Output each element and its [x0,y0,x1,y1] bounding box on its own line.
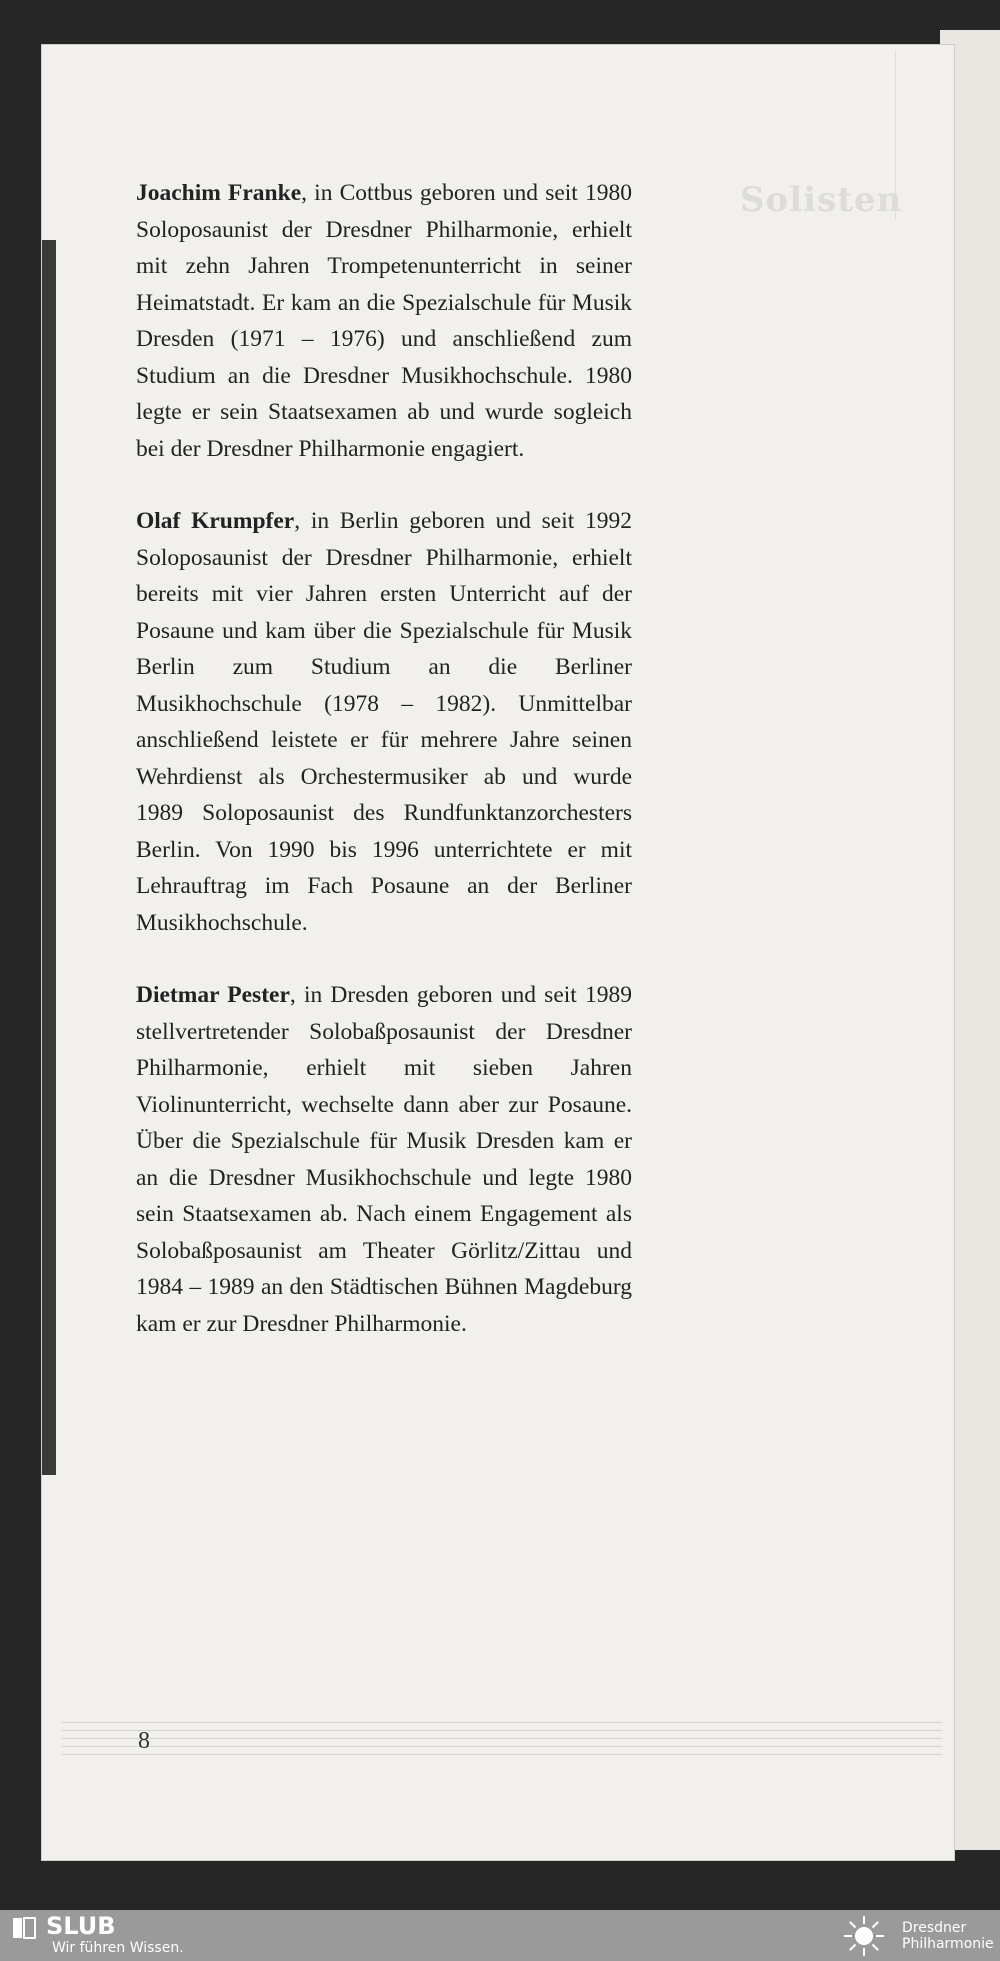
library-tagline: Wir führen Wissen. [52,1940,184,1956]
page-number: 8 [138,1728,150,1754]
bio-name: Olaf Krumpfer [136,508,295,534]
staff-line [62,1738,942,1739]
footer-bar [0,1910,1000,1961]
library-name[interactable]: SLUB [46,1912,116,1940]
bio-paragraph [136,503,632,941]
partner-name-line2: Philharmonie [902,1936,994,1952]
bio-paragraph [136,977,632,1342]
staff-line [62,1722,942,1723]
bio-paragraph [136,175,632,467]
staff-line [62,1746,942,1747]
staff-line [62,1754,942,1755]
bio-text: , in Berlin geboren und seit 1992 Soloposaunist der Dresdner Philharmonie, erhielt bereits mit vier Jahren ersten Unterricht auf der Posaune und kam über die Spezialschule für Musik Berlin zum Studium an die Berliner Musikhochschule (1978 – 1982). Unmittelbar anschließend leistete er für mehrere Jahre seinen Wehrdienst als Orchestermusiker ab und wurde 1989 Soloposaunist des Rundfunktanzorchesters Berlin. Von 1990 bis 1996 unterrichtete er mit Lehrauftrag im Fach Posaune an der Berliner Musikhochschule. [136,508,632,936]
bio-name: Joachim Franke [136,180,302,206]
body-text [136,175,632,1378]
partner-name[interactable] [902,1920,998,1952]
staff-line [62,1730,942,1731]
page-binding-shadow [42,240,56,1475]
slub-book-icon [12,1916,36,1940]
partner-name-line1: Dresdner [902,1920,967,1936]
bio-text: , in Dresden geboren und seit 1989 stellvertretender Solobaßposaunist der Dresdner Philharmonie, erhielt mit sieben Jahren Violinunterricht, wechselte dann aber zur Posaune. Über die Spezialschule für Musik Dresden kam er an die Dresdner Musikhochschule und legte 1980 sein Staatsexamen ab. Nach einem Engagement als Solobaßposaunist am Theater Görlitz/Zittau und 1984 – 1989 an den Städtischen Bühnen Magdeburg kam er zur Dresdner Philharmonie. [136,982,632,1337]
bio-name: Dietmar Pester [136,982,290,1008]
sunburst-icon [842,1914,886,1958]
bio-text: , in Cottbus geboren und seit 1980 Soloposaunist der Dresdner Philharmonie, erhielt mit zehn Jahren Trompetenunterricht in seiner Heimatstadt. Er kam an die Spezialschule für Musik Dresden (1971 – 1976) und anschließend zum Studium an die Dresdner Musikhochschule. 1980 legte er sein Staatsexamen ab und wurde sogleich bei der Dresdner Philharmonie engagiert. [136,180,632,462]
bleed-through-heading: Solisten [740,180,903,220]
